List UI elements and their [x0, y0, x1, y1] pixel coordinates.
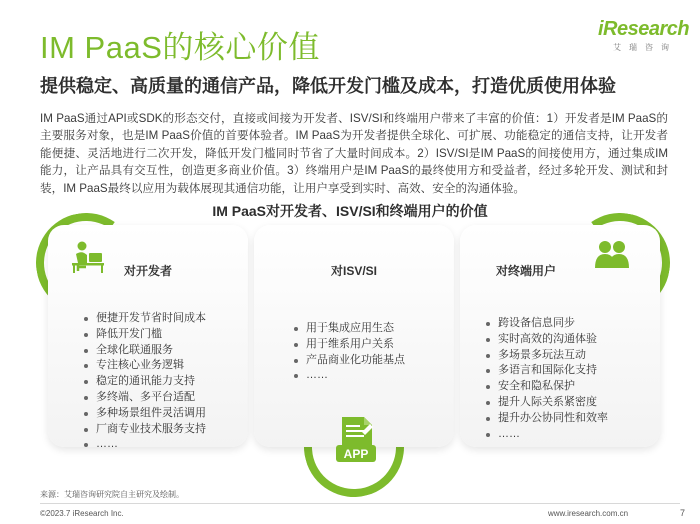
card-title: 对开发者 [123, 264, 172, 278]
list-item: 安全和隐私保护 [486, 379, 608, 395]
page-subtitle: 提供稳定、高质量的通信产品，降低开发门槛及成本，打造优质使用体验 [40, 76, 616, 96]
source-note: 来源：艾瑞咨询研究院自主研究及绘制。 [40, 490, 184, 499]
list-item: 提升人际关系紧密度 [486, 395, 608, 411]
logo-text: iResearch [598, 18, 690, 40]
list-item: 提升办公协同性和效率 [486, 411, 608, 427]
list-item: 多种场景组件灵活调用 [84, 406, 206, 422]
list-item: 多场景多玩法互动 [486, 348, 608, 364]
list-item: …… [294, 368, 405, 384]
list-item: 用于维系用户关系 [294, 337, 405, 353]
list-item: 稳定的通讯能力支持 [84, 374, 206, 390]
list-item: 便捷开发节省时间成本 [84, 311, 206, 327]
copyright: ©2023.7 iResearch Inc. [40, 509, 124, 518]
list-item: 降低开发门槛 [84, 327, 206, 343]
website-url: www.iresearch.com.cn [548, 509, 629, 518]
card-list [486, 316, 608, 442]
app-label: APP [343, 447, 369, 461]
logo-subtext: 艾瑞咨询 [613, 43, 677, 52]
list-item: 专注核心业务逻辑 [84, 358, 206, 374]
list-item: 实时高效的沟通体验 [486, 332, 608, 348]
app-document-icon [332, 415, 380, 465]
intro-paragraph: IM PaaS通过API或SDK的形态交付，直接或间接为开发者、ISV/SI和终端用户带来了丰富的价值：1）开发者是IM PaaS的主要服务对象，也是IM PaaS价值的首要体验者。IM PaaS为开发者提供全球化、可扩展、功能稳定的通信支持，让开发者能便捷、灵活地进行二次开发，降低开发门槛同时节省了大量时间成本。2）ISV/SI是IM PaaS的间接使用方，通过集成IM能力，让产品具有交互性，创造更多商业价值。3）终端用户是IM PaaS的最终使用方和受益者，经过多轮开发、测试和封装，IM PaaS最终以应用为载体展现其通信功能，让用户享受到实时、高效、安全的沟通体验。 [40, 112, 668, 195]
list-item: 产品商业化功能基点 [294, 353, 405, 369]
list-item: 全球化联通服务 [84, 343, 206, 359]
page-number: 7 [680, 508, 686, 518]
card-isv-si [254, 225, 454, 461]
list-item: …… [486, 427, 608, 443]
list-item: 用于集成应用生态 [294, 321, 405, 337]
card-title: 对ISV/SI [330, 264, 377, 278]
list-item: 多终端、多平台适配 [84, 390, 206, 406]
iresearch-logo [598, 18, 690, 53]
list-item: 厂商专业技术服务支持 [84, 422, 206, 438]
card-title: 对终端用户 [495, 264, 556, 278]
list-item: 多语言和国际化支持 [486, 363, 608, 379]
card-list [294, 321, 405, 384]
page-title: IM PaaS的核心价值 [40, 30, 320, 65]
card-developers [48, 225, 248, 451]
card-list [84, 311, 206, 453]
section-heading: IM PaaS对开发者、ISV/SI和终端用户的价值 [212, 203, 488, 219]
list-item: 跨设备信息同步 [486, 316, 608, 332]
card-end-users [460, 225, 660, 447]
list-item: …… [84, 437, 206, 453]
footer-divider [40, 503, 680, 504]
